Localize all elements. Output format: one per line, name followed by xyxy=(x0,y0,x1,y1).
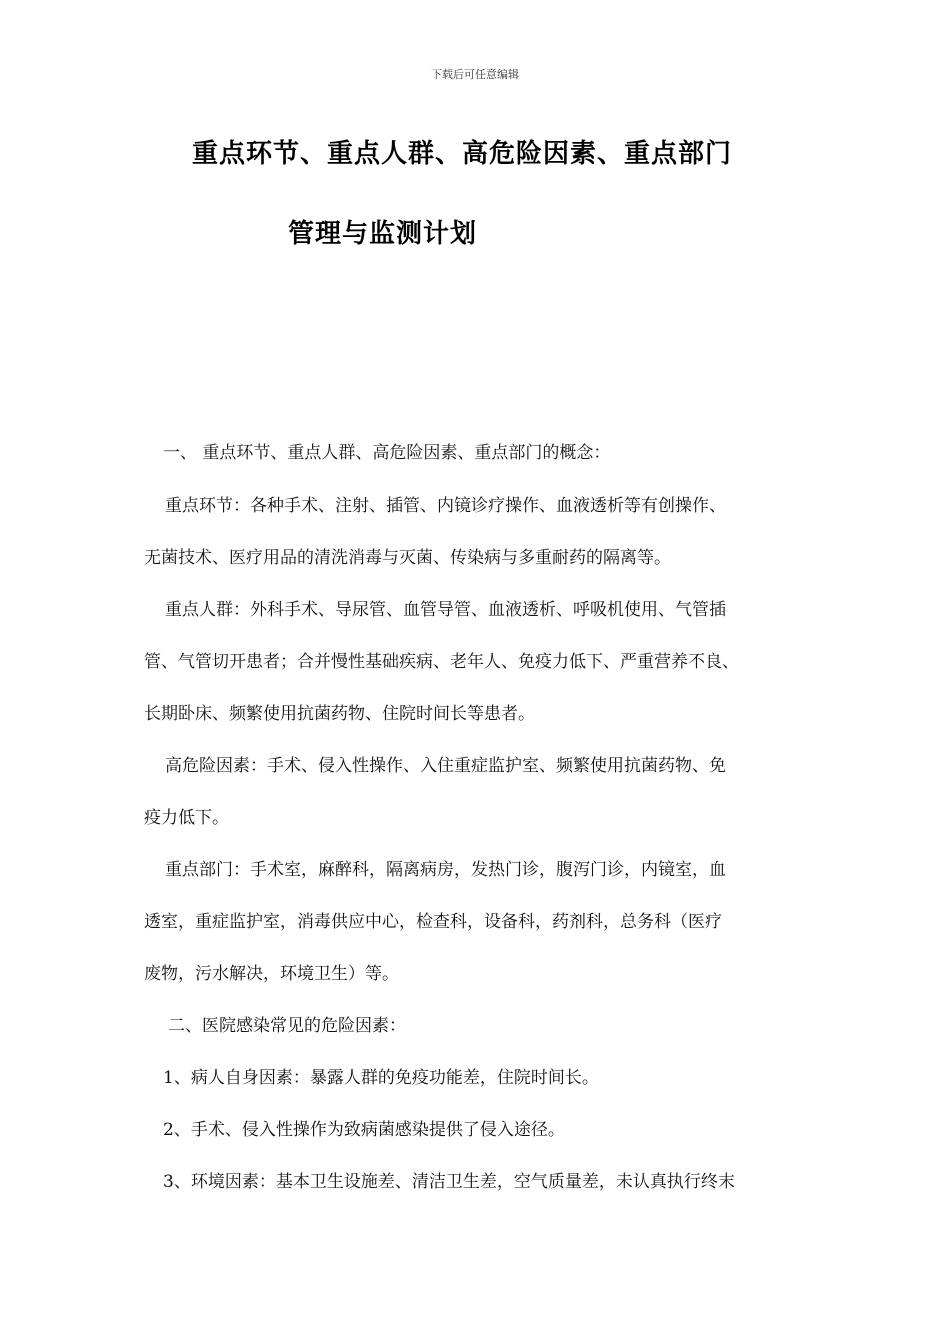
paragraph-line: 重点环节：各种手术、注射、插管、内镜诊疗操作、血液透析等有创操作、 xyxy=(165,496,726,516)
header-note: 下载后可任意编辑 xyxy=(431,68,519,81)
list-item: 3、环境因素：基本卫生设施差、清洁卫生差，空气质量差，未认真执行终末 xyxy=(163,1172,735,1192)
paragraph-line: 透室，重症监护室，消毒供应中心，检查科，设备科，药剂科，总务科（医疗 xyxy=(144,912,722,932)
paragraph-line: 长期卧床、频繁使用抗菌药物、住院时间长等患者。 xyxy=(144,704,535,724)
section-heading-1: 一、 重点环节、重点人群、高危险因素、重点部门的概念： xyxy=(163,443,611,463)
paragraph-line: 高危险因素：手术、侵入性操作、入住重症监护室、频繁使用抗菌药物、免 xyxy=(165,756,726,776)
paragraph-line: 重点部门：手术室，麻醉科，隔离病房，发热门诊，腹泻门诊，内镜室，血 xyxy=(165,860,726,880)
paragraph-line: 重点人群：外科手术、导尿管、血管导管、血液透析、呼吸机使用、气管插 xyxy=(165,600,726,620)
paragraph-line: 无菌技术、医疗用品的清洗消毒与灭菌、传染病与多重耐药的隔离等。 xyxy=(144,548,671,568)
paragraph-line: 管、气管切开患者；合并慢性基础疾病、老年人、免疫力低下、严重营养不良、 xyxy=(144,652,739,672)
list-item: 1、病人自身因素：暴露人群的免疫功能差，住院时间长。 xyxy=(163,1068,599,1088)
paragraph-line: 废物，污水解决，环境卫生）等。 xyxy=(144,964,399,984)
document-title-line-1: 重点环节、重点人群、高危险因素、重点部门 xyxy=(192,139,733,169)
paragraph-line: 疫力低下。 xyxy=(144,808,229,828)
list-item: 2、手术、侵入性操作为致病菌感染提供了侵入途径。 xyxy=(163,1120,565,1140)
section-heading-2: 二、医院感染常见的危险因素： xyxy=(168,1016,406,1036)
document-title-line-2: 管理与监测计划 xyxy=(288,219,478,249)
